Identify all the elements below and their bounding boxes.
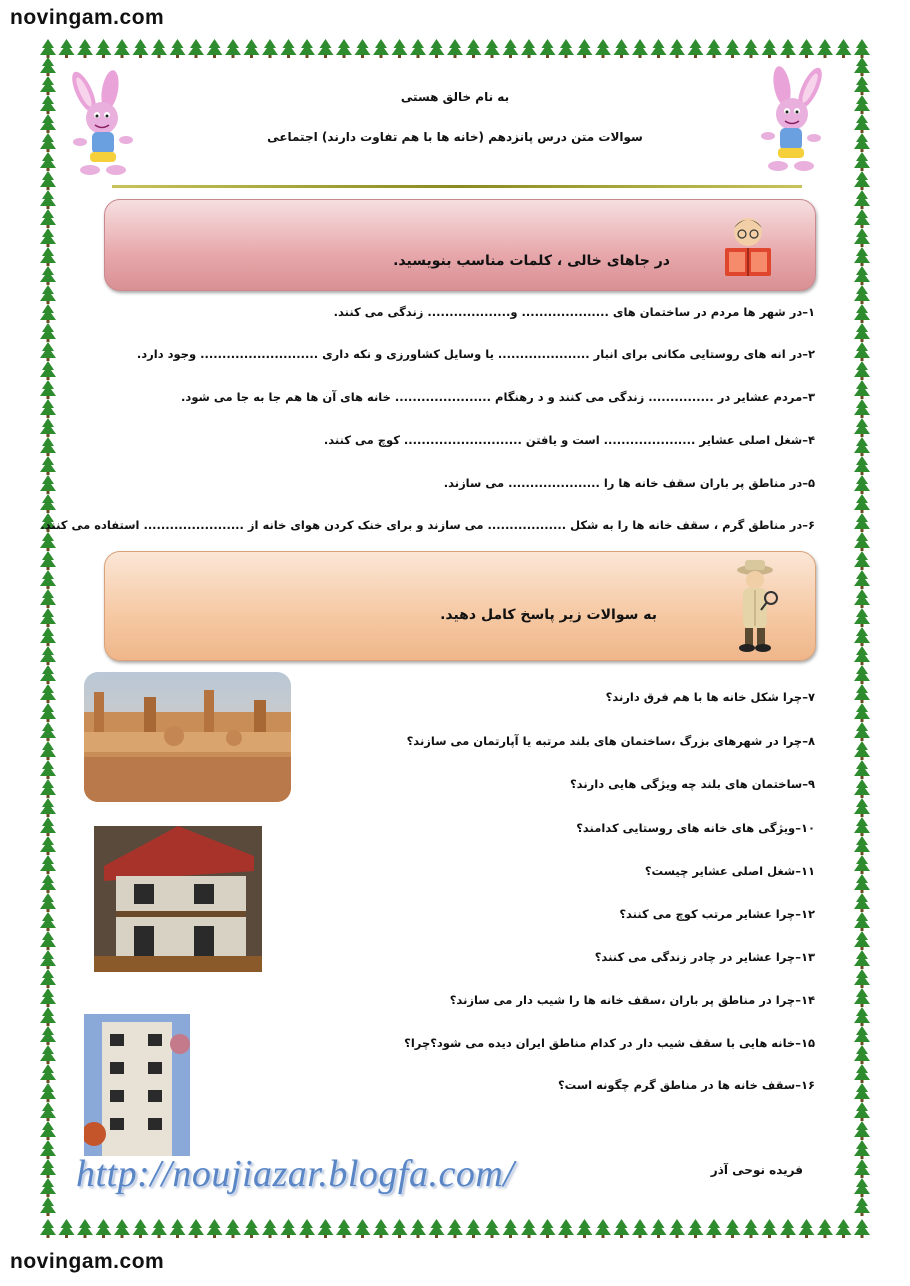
tree-ornament	[854, 342, 870, 361]
apartment-building-photo	[84, 1014, 190, 1156]
tree-ornament	[40, 209, 56, 228]
tree-ornament	[40, 266, 56, 285]
tree-ornament	[40, 1159, 56, 1178]
tree-ornament	[669, 39, 685, 58]
tree-ornament	[355, 39, 371, 58]
tree-ornament	[133, 1219, 149, 1238]
fill-question-6: ۶–در مناطق گرم ، سقف خانه ها را به شکل .................. می سازند و برای خنک کردن هوای خانه از ....................... استفاده می کنند.	[40, 518, 815, 532]
essay-question-10: ۱۰–ویژگی های خانه های روستایی کدامند؟	[576, 821, 815, 835]
tree-ornament	[40, 114, 56, 133]
tree-ornament	[40, 1064, 56, 1083]
tree-ornament	[373, 39, 389, 58]
tree-ornament	[318, 39, 334, 58]
tree-ornament	[484, 1219, 500, 1238]
tree-ornament	[59, 1219, 75, 1238]
tree-ornament	[614, 39, 630, 58]
tree-ornament	[40, 1083, 56, 1102]
tree-ornament	[854, 912, 870, 931]
tree-ornament	[40, 988, 56, 1007]
tree-ornament	[854, 1140, 870, 1159]
watermark-bottom: novingam.com	[10, 1250, 165, 1273]
tree-ornament	[40, 893, 56, 912]
tree-ornament	[854, 950, 870, 969]
fill-question-3: ۳–مردم عشایر در ............... زندگی می کنند و د رهنگام ...................... خانه های آن ها هم جا به جا می شود.	[181, 390, 815, 404]
tree-ornament	[466, 39, 482, 58]
tree-ornament	[40, 855, 56, 874]
tree-ornament	[114, 39, 130, 58]
tree-ornament	[540, 39, 556, 58]
tree-ornament	[854, 589, 870, 608]
tree-ornament	[854, 1121, 870, 1140]
section2-heading: به سوالات زیر پاسخ کامل دهید.	[440, 607, 657, 623]
tree-ornament	[799, 1219, 815, 1238]
tree-ornament	[40, 817, 56, 836]
tree-ornament	[854, 152, 870, 171]
tree-ornament	[40, 1178, 56, 1197]
tree-ornament	[484, 39, 500, 58]
tree-ornament	[40, 456, 56, 475]
tree-ornament	[854, 608, 870, 627]
tree-ornament	[188, 1219, 204, 1238]
tree-ornament	[577, 1219, 593, 1238]
tree-ornament	[40, 950, 56, 969]
tree-ornament	[40, 627, 56, 646]
section1-heading: در جاهای خالی ، کلمات مناسب بنویسید.	[393, 253, 670, 269]
tree-ornament	[40, 1007, 56, 1026]
tree-ornament	[854, 456, 870, 475]
fill-question-1: ۱–در شهر ها مردم در ساختمان های .................... و................... زندگی می کنند.	[333, 305, 815, 319]
tree-ornament	[669, 1219, 685, 1238]
essay-question-11: ۱۱–شغل اصلی عشایر چیست؟	[644, 864, 815, 878]
tree-ornament	[799, 39, 815, 58]
tree-ornament	[854, 874, 870, 893]
tree-ornament	[854, 722, 870, 741]
tree-ornament	[40, 380, 56, 399]
tree-ornament	[780, 39, 796, 58]
tree-ornament	[96, 1219, 112, 1238]
tree-ornament	[77, 1219, 93, 1238]
tree-ornament	[854, 228, 870, 247]
tree-ornament	[854, 684, 870, 703]
tree-ornament	[40, 399, 56, 418]
bunny-mascot-left	[62, 70, 142, 180]
tree-ornament	[854, 494, 870, 513]
tree-ornament	[854, 114, 870, 133]
essay-question-12: ۱۲–چرا عشایر مرتب کوچ می کنند؟	[619, 907, 815, 921]
tree-ornament	[170, 1219, 186, 1238]
tree-ornament	[40, 494, 56, 513]
tree-ornament	[854, 532, 870, 551]
tree-ornament	[40, 1102, 56, 1121]
tree-ornament	[40, 741, 56, 760]
tree-ornament	[854, 1083, 870, 1102]
tree-ornament	[836, 39, 852, 58]
tree-ornament	[40, 1140, 56, 1159]
tree-ornament	[40, 912, 56, 931]
tree-ornament	[558, 1219, 574, 1238]
tree-ornament	[651, 1219, 667, 1238]
tree-ornament	[447, 39, 463, 58]
tree-ornament	[40, 532, 56, 551]
tree-ornament	[743, 1219, 759, 1238]
tree-ornament	[725, 39, 741, 58]
fill-question-5: ۵–در مناطق پر باران سقف خانه ها را ..................... می سازند.	[443, 476, 815, 490]
tree-ornament	[299, 39, 315, 58]
tree-ornament	[854, 266, 870, 285]
tree-ornament	[40, 722, 56, 741]
tree-ornament	[225, 39, 241, 58]
tree-ornament	[40, 1121, 56, 1140]
tree-ornament	[688, 39, 704, 58]
essay-question-15: ۱۵–خانه هایی با سقف شیب دار در کدام مناطق ایران دیده می شود؟چرا؟	[404, 1036, 815, 1050]
tree-ornament	[40, 247, 56, 266]
tree-ornament	[595, 1219, 611, 1238]
tree-ornament	[854, 57, 870, 76]
tree-ornament	[854, 1007, 870, 1026]
tree-ornament	[40, 475, 56, 494]
tree-ornament	[706, 1219, 722, 1238]
tree-ornament	[854, 76, 870, 95]
tree-ornament	[817, 1219, 833, 1238]
tree-ornament	[854, 209, 870, 228]
essay-question-7: ۷–چرا شکل خانه ها با هم فرق دارند؟	[605, 690, 815, 704]
tree-ornament	[429, 39, 445, 58]
tree-ornament	[40, 1219, 56, 1238]
detective-icon	[731, 558, 781, 654]
tree-ornament	[854, 988, 870, 1007]
tree-ornament	[521, 39, 537, 58]
tree-ornament	[854, 399, 870, 418]
tree-ornament	[40, 646, 56, 665]
watermark-top: novingam.com	[10, 6, 165, 29]
tree-ornament	[854, 1045, 870, 1064]
tree-ornament	[854, 361, 870, 380]
tree-ornament	[410, 39, 426, 58]
tree-ornament	[40, 57, 56, 76]
tree-ornament	[706, 39, 722, 58]
tree-ornament	[854, 627, 870, 646]
essay-question-16: ۱۶–سقف خانه ها در مناطق گرم چگونه است؟	[558, 1078, 815, 1092]
tree-ornament	[854, 570, 870, 589]
tree-ornament	[854, 1102, 870, 1121]
tree-ornament	[854, 1026, 870, 1045]
tree-ornament	[854, 760, 870, 779]
tree-ornament	[854, 798, 870, 817]
tree-ornament	[40, 285, 56, 304]
tree-ornament	[688, 1219, 704, 1238]
tree-ornament	[854, 418, 870, 437]
blog-url: http://noujiazar.blogfa.com/	[76, 1153, 515, 1195]
tree-ornament	[540, 1219, 556, 1238]
tree-ornament	[854, 190, 870, 209]
page-title: سوالات متن درس پانزدهم (خانه ها با هم تفاوت دارند) اجتماعی	[267, 130, 643, 144]
tree-ornament	[854, 95, 870, 114]
tree-ornament	[854, 475, 870, 494]
tree-ornament	[854, 665, 870, 684]
tree-ornament	[743, 39, 759, 58]
tree-ornament	[40, 304, 56, 323]
tree-ornament	[614, 1219, 630, 1238]
essay-question-13: ۱۳–چرا عشایر در چادر زندگی می کنند؟	[594, 950, 815, 964]
tree-ornament	[632, 1219, 648, 1238]
tree-ornament	[854, 1219, 870, 1238]
header-divider	[112, 185, 802, 188]
tree-ornament	[854, 171, 870, 190]
tree-ornament	[336, 1219, 352, 1238]
tree-ornament	[151, 1219, 167, 1238]
tree-ornament	[318, 1219, 334, 1238]
tree-ornament	[40, 931, 56, 950]
tree-ornament	[854, 817, 870, 836]
tree-ornament	[447, 1219, 463, 1238]
tree-ornament	[40, 779, 56, 798]
tree-ornament	[114, 1219, 130, 1238]
author-name: فریده نوحی آذر	[710, 1163, 803, 1177]
tree-ornament	[854, 931, 870, 950]
tree-ornament	[40, 684, 56, 703]
tree-ornament	[854, 893, 870, 912]
section2-banner	[104, 551, 816, 661]
tree-ornament	[151, 39, 167, 58]
tree-ornament	[780, 1219, 796, 1238]
tree-ornament	[96, 39, 112, 58]
tree-ornament	[40, 1026, 56, 1045]
tree-ornament	[854, 285, 870, 304]
tree-ornament	[854, 741, 870, 760]
tree-ornament	[40, 798, 56, 817]
tree-ornament	[40, 361, 56, 380]
tree-ornament	[40, 133, 56, 152]
tree-ornament	[40, 152, 56, 171]
tree-ornament	[59, 39, 75, 58]
tree-ornament	[577, 39, 593, 58]
tree-ornament	[854, 437, 870, 456]
tree-ornament	[40, 39, 56, 58]
tree-ornament	[40, 874, 56, 893]
tree-ornament	[40, 418, 56, 437]
tree-ornament	[854, 1197, 870, 1216]
tree-ornament	[854, 1159, 870, 1178]
tree-ornament	[521, 1219, 537, 1238]
tree-ornament	[854, 323, 870, 342]
tree-ornament	[429, 1219, 445, 1238]
tree-ornament	[836, 1219, 852, 1238]
tree-ornament	[854, 703, 870, 722]
tree-ornament	[40, 190, 56, 209]
tree-ornament	[40, 969, 56, 988]
tree-ornament	[40, 323, 56, 342]
tree-ornament	[40, 1197, 56, 1216]
tree-ornament	[40, 836, 56, 855]
tree-ornament	[355, 1219, 371, 1238]
tree-ornament	[40, 342, 56, 361]
section1-banner	[104, 199, 816, 291]
essay-question-9: ۹–ساختمان های بلند چه ویژگی هایی دارند؟	[570, 777, 815, 791]
tree-ornament	[466, 1219, 482, 1238]
tree-ornament	[392, 1219, 408, 1238]
tree-ornament	[77, 39, 93, 58]
essay-question-14: ۱۴–چرا در مناطق پر باران ،سقف خانه ها را شیب دار می سازند؟	[449, 993, 815, 1007]
page-heading-bismillah: به نام خالق هستی	[400, 90, 510, 104]
tree-ornament	[40, 95, 56, 114]
tree-ornament	[373, 1219, 389, 1238]
tree-ornament	[632, 39, 648, 58]
tree-ornament	[854, 779, 870, 798]
tree-ornament	[503, 1219, 519, 1238]
tree-ornament	[40, 570, 56, 589]
tree-ornament	[133, 39, 149, 58]
tree-ornament	[40, 437, 56, 456]
tree-ornament	[40, 608, 56, 627]
tree-ornament	[170, 39, 186, 58]
tree-ornament	[40, 665, 56, 684]
tree-ornament	[854, 551, 870, 570]
reading-boy-icon	[717, 214, 779, 278]
tree-ornament	[762, 39, 778, 58]
tree-ornament	[225, 1219, 241, 1238]
tree-ornament	[281, 1219, 297, 1238]
tree-ornament	[262, 1219, 278, 1238]
tree-ornament	[854, 646, 870, 665]
tree-ornament	[40, 171, 56, 190]
tree-ornament	[207, 1219, 223, 1238]
village-house-photo	[94, 826, 262, 972]
tree-ornament	[40, 703, 56, 722]
tree-ornament	[854, 855, 870, 874]
essay-question-8: ۸–چرا در شهرهای بزرگ ،ساختمان های بلند مرتبه یا آپارتمان می سازند؟	[406, 734, 815, 748]
tree-ornament	[854, 304, 870, 323]
tree-ornament	[40, 76, 56, 95]
bunny-mascot-right	[752, 66, 832, 176]
tree-ornament	[854, 1064, 870, 1083]
fill-question-2: ۲–در انه های روستایی مکانی برای انبار ..................... یا وسایل کشاورزی و نکه داری ........................... وجود دارد.	[136, 347, 815, 361]
tree-ornament	[854, 1178, 870, 1197]
desert-city-photo	[84, 672, 291, 802]
tree-ornament	[817, 39, 833, 58]
tree-ornament	[762, 1219, 778, 1238]
tree-ornament	[854, 969, 870, 988]
tree-ornament	[244, 1219, 260, 1238]
tree-ornament	[558, 39, 574, 58]
tree-ornament	[595, 39, 611, 58]
tree-ornament	[299, 1219, 315, 1238]
tree-ornament	[725, 1219, 741, 1238]
tree-ornament	[854, 39, 870, 58]
tree-ornament	[244, 39, 260, 58]
tree-ornament	[503, 39, 519, 58]
tree-ornament	[336, 39, 352, 58]
tree-ornament	[40, 589, 56, 608]
tree-ornament	[854, 247, 870, 266]
tree-ornament	[40, 1045, 56, 1064]
tree-ornament	[40, 228, 56, 247]
tree-ornament	[40, 760, 56, 779]
tree-ornament	[854, 133, 870, 152]
tree-ornament	[188, 39, 204, 58]
tree-ornament	[207, 39, 223, 58]
tree-ornament	[281, 39, 297, 58]
fill-question-4: ۴–شغل اصلی عشایر ..................... است و یافتن ........................... کوچ می کنند.	[323, 433, 815, 447]
tree-ornament	[262, 39, 278, 58]
tree-ornament	[854, 513, 870, 532]
tree-ornament	[392, 39, 408, 58]
tree-ornament	[854, 836, 870, 855]
tree-ornament	[410, 1219, 426, 1238]
tree-ornament	[40, 551, 56, 570]
tree-ornament	[854, 380, 870, 399]
tree-ornament	[651, 39, 667, 58]
